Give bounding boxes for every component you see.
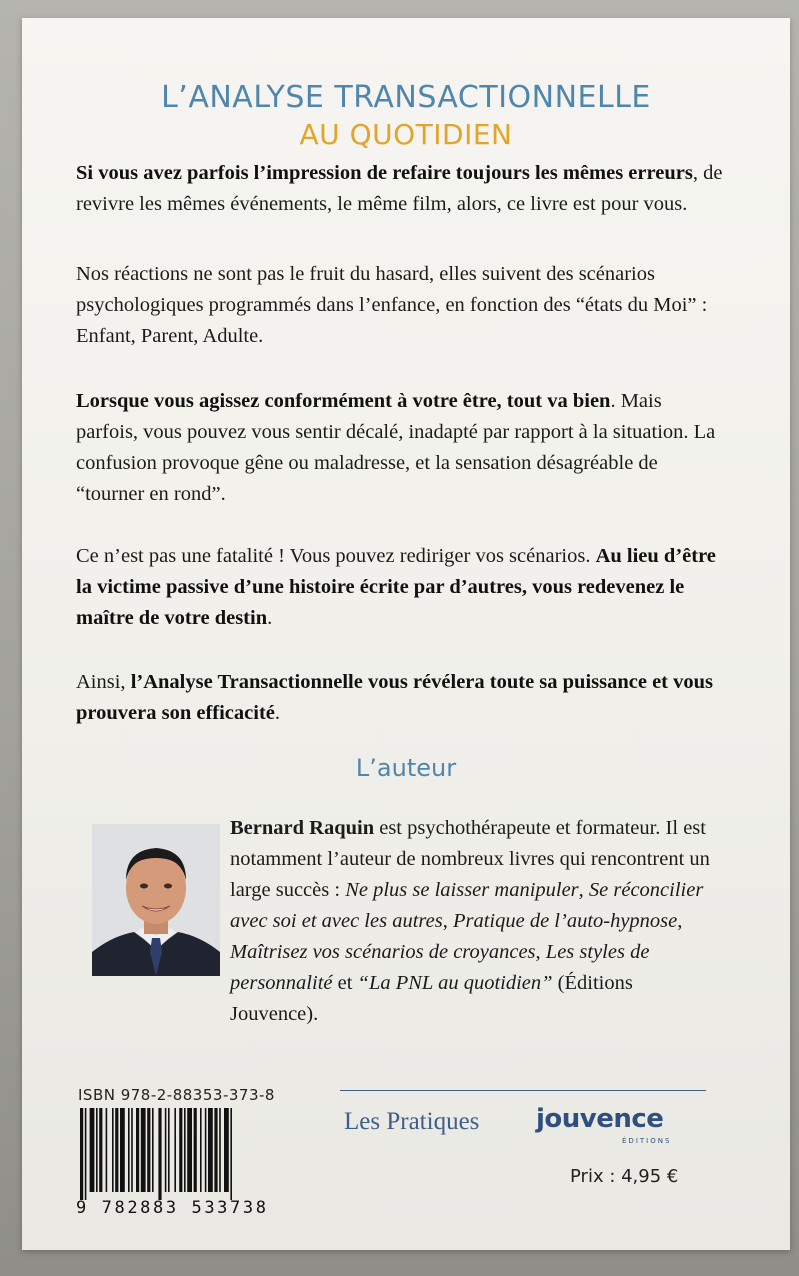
barcode-bar: [230, 1108, 232, 1200]
barcode-digits: 9 782883 533738: [76, 1198, 269, 1218]
author-bio-end: (Éditions Jouvence).: [230, 972, 633, 1025]
paragraph-5-bold: l’Analyse Transactionnelle vous révélera toute sa puissance et vous prouvera son efficacité: [76, 671, 714, 724]
paragraph-2-text: Nos réactions ne sont pas le fruit du hasard, elles suivent des scénarios psychologiques programmés dans l’enfance, en fonction des “états du Moi” : Enfant, Parent, Adulte.: [76, 263, 708, 347]
barcode-bar: [224, 1108, 229, 1192]
paragraph-3-rest: . Mais parfois, vous pouvez vous sentir décalé, inadapté par rapport à la situation. La confusion provoque gêne ou maladresse, et la sensation désagréable de “tourner en rond”.: [76, 390, 716, 505]
barcode-bar: [141, 1108, 146, 1192]
collection-name: Les Pratiques: [344, 1108, 480, 1135]
paragraph-4: [76, 541, 726, 634]
paragraph-1: [76, 158, 726, 220]
barcode-bar: [184, 1108, 186, 1192]
barcode-bar: [194, 1108, 197, 1192]
publisher-logo: jouvence: [536, 1104, 664, 1134]
book-title-4: Maîtrisez vos scénarios de croyances: [230, 941, 536, 963]
paragraph-5-end: .: [274, 702, 280, 724]
paragraph-1-bold: Si vous avez parfois l’impression de refaire toujours les mêmes erreurs: [76, 162, 693, 184]
barcode-bar: [179, 1108, 182, 1192]
collection-logo: [340, 1090, 706, 1150]
barcode-bar: [158, 1108, 161, 1200]
barcode-bar: [85, 1108, 87, 1200]
publisher-sub: ÉDITIONS: [622, 1137, 672, 1145]
book-title-3: Pratique de l’auto-hypnose: [452, 910, 678, 932]
barcode-bar: [200, 1108, 202, 1192]
title-line-1: L’ANALYSE TRANSACTIONNELLE: [161, 80, 651, 115]
barcode-bar: [165, 1108, 167, 1192]
barcode-bar: [152, 1108, 154, 1192]
barcode-bar: [120, 1108, 125, 1192]
barcode-bar: [128, 1108, 130, 1192]
barcode-bar: [147, 1108, 150, 1192]
paragraph-2: [76, 259, 726, 352]
paragraph-4-end: .: [267, 607, 273, 629]
paragraph-4-start: Ce n’est pas une fatalité ! Vous pouvez rediriger vos scénarios.: [76, 545, 596, 567]
barcode-bar: [99, 1108, 102, 1192]
barcode-bar: [219, 1108, 221, 1192]
barcode-bar: [214, 1108, 217, 1192]
barcode-bar: [168, 1108, 170, 1192]
paragraph-3: [76, 386, 726, 510]
barcode-image: [78, 1108, 300, 1200]
paragraph-5: [76, 667, 726, 729]
book-title-6: “La PNL au quotidien”: [357, 972, 553, 994]
book-title-2: Se réconcilier avec soi et avec les autres: [230, 879, 704, 932]
book-title-5: Les styles de personnalité: [230, 941, 650, 994]
barcode-bar: [205, 1108, 207, 1192]
barcode-bar: [187, 1108, 192, 1192]
author-bio: Bernard Raquin est psychothérapeute et formateur. Il est notamment l’auteur de nombreux livres qui rencontrent un large succès : Ne plus se laisser manipuler, Se réconcilier avec soi et avec les autres, Pratique de l’auto-hypnose, Maîtrisez vos scénarios de croyances, Les styles de personnalité et “La PNL au quotidien” (Éditions Jouvence).: [230, 817, 710, 1025]
barcode-bar: [136, 1108, 139, 1192]
book-title-1: Ne plus se laisser manipuler: [345, 879, 579, 901]
isbn-label: ISBN 978-2-88353-373-8: [78, 1086, 275, 1104]
price-label: Prix : 4,95 €: [570, 1166, 679, 1187]
author-heading: L’auteur: [355, 754, 457, 782]
barcode-bar: [174, 1108, 176, 1192]
barcode-bar: [115, 1108, 118, 1192]
book-back-cover: [22, 18, 790, 1250]
author-bio-intro: est psychothérapeute et formateur. Il est notamment l’auteur de nombreux livres qui rencontrent un large succès :: [230, 817, 710, 901]
barcode-bar: [112, 1108, 114, 1192]
barcode-bar: [90, 1108, 95, 1192]
paragraph-1-rest: , de revivre les mêmes événements, le même film, alors, ce livre est pour vous.: [76, 162, 723, 215]
barcode-bar: [208, 1108, 213, 1192]
paragraph-5-start: Ainsi,: [76, 671, 131, 693]
collection-divider: [340, 1090, 706, 1091]
barcode-bar: [131, 1108, 133, 1192]
paragraph-3-bold: Lorsque vous agissez conformément à votre être, tout va bien: [76, 390, 611, 412]
barcode-bar: [106, 1108, 108, 1192]
paragraph-4-bold: Au lieu d’être la victime passive d’une histoire écrite par d’autres, vous redevenez le maître de votre destin: [76, 545, 716, 629]
author-name: Bernard Raquin: [230, 817, 375, 839]
barcode-bar: [80, 1108, 83, 1200]
title-line-2: AU QUOTIDIEN: [299, 118, 513, 151]
barcode-bar: [96, 1108, 98, 1192]
